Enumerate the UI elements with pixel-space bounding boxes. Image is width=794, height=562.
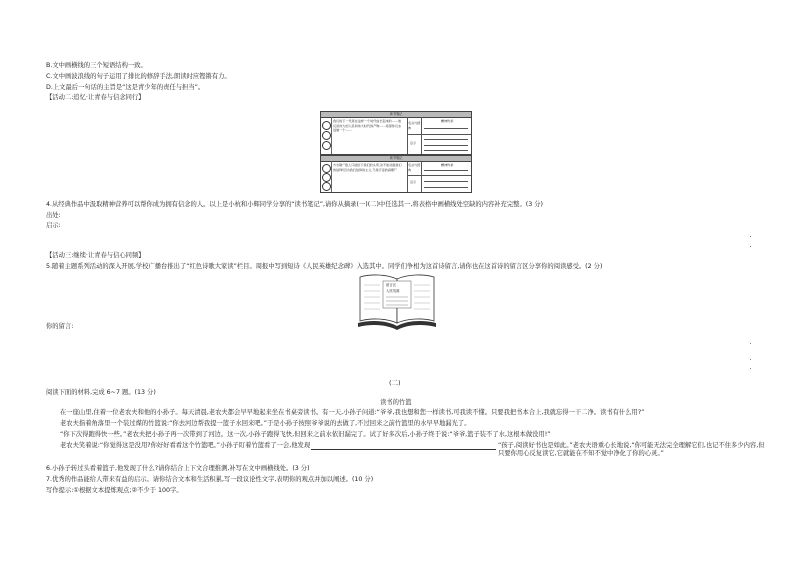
divider — [421, 117, 422, 154]
book-illustration — [356, 271, 438, 331]
story-paragraph-3: “你下次得跑得快一些。”老农夫把小孙子再一次带到了河边。这一次,小孙子跑得飞快,但回来之前水依旧漏完了。试了好多次后,小孙子终于说:“爷爷,篮子装不了水,这根本做没用!” — [60, 431, 551, 438]
scroll-decoration — [321, 161, 332, 192]
book-label: 留言区 — [386, 283, 397, 287]
circle-icon — [322, 173, 331, 182]
reading-note-1 — [320, 111, 472, 155]
margin-dot — [750, 359, 751, 360]
column-header: 精神传承 — [441, 163, 454, 167]
reading-note-2 — [320, 155, 472, 193]
answer-line[interactable] — [424, 145, 468, 146]
margin-dot — [750, 246, 751, 247]
answer-label-message: 你的留言: — [46, 323, 74, 330]
answer-blank[interactable] — [311, 449, 496, 450]
circle-icon — [322, 141, 331, 150]
answer-line[interactable] — [424, 139, 468, 140]
scroll-decoration — [321, 117, 332, 154]
option-b: B.文中画横线的三个短语结构一致。 — [46, 62, 147, 69]
circle-icon — [322, 182, 331, 191]
story-paragraph-2: 老农夫指着角落里一个装过煤的竹篮说:“你去河边帮我提一篮子水回来吧。”于是小孙子按照爷爷说的去做了,不过回来之前竹篮里的水早早地漏光了。 — [60, 420, 471, 427]
divider — [407, 134, 471, 135]
writing-hint: 写作提示:①根据文本提炼观点;②不少于 100字。 — [46, 487, 183, 494]
reading-note-text: 方志敏:“敌人只能砍下我们的头颅,决不能动摇我们的信仰!因为我们信仰的主义,乃是宇宙的真理!” — [333, 163, 402, 172]
story-paragraph-4b: “孩子,阅读好书也是如此。”老农夫语重心长地说,“你可能无法完全理解它们,也记不住多少内容,但只要你用心反复读它,它就能在不知不觉中净化了你的心灵。” — [498, 442, 765, 457]
margin-dot — [750, 368, 751, 369]
story-paragraph-1: 在一座山里,住着一位老农夫和他的小孙子。每天清晨,老农夫都会早早地起来坐在书桌旁读书。有一天,小孙子问道:“爷爷,我也想和您一样读书,可我读不懂。只要我把书本合上,我就忘得一干二净。读书有什么用?” — [60, 409, 645, 416]
circle-icon — [322, 131, 331, 140]
column-label: 名言与经典 — [408, 163, 421, 172]
answer-line[interactable] — [424, 187, 468, 188]
option-d: D.上文最后一句话的主旨是“这是青少年的责任与担当”。 — [46, 84, 205, 91]
column-label: 名言与经典 — [408, 121, 421, 130]
question-6: 6.小孙子转过头看着篮子,他发现了什么?请你结合上下文合理推测,补写在文中画横线处。(3 分) — [46, 465, 310, 472]
column-label: 启示 — [410, 180, 417, 184]
answer-label-insight: 启示: — [46, 222, 61, 229]
reading-note-title: 读书笔记 — [321, 156, 471, 162]
divider — [407, 175, 471, 176]
story-paragraph-4a: 老农夫笑着说:“你觉得这是没用?你好好看看这个竹篮吧。”小孙子盯着竹篮看了一会,他发现 — [60, 442, 311, 449]
margin-dot — [750, 236, 751, 237]
column-label: 启示 — [410, 141, 417, 145]
open-book-icon — [356, 271, 438, 331]
section-heading: (二) — [389, 379, 401, 387]
activity-3-heading: 【活动三:继续·让青春与信心同频】 — [46, 252, 145, 259]
column-header: 精神传承 — [441, 119, 454, 123]
reading-intro: 阅读下面的材料,完成 6~7 题。(13 分) — [46, 389, 156, 396]
circle-icon — [322, 164, 331, 173]
book-label: 人民英雄 — [386, 289, 400, 293]
margin-dot — [750, 343, 751, 344]
circle-icon — [322, 121, 331, 130]
answer-line[interactable] — [424, 150, 468, 151]
question-7: 7.优秀的作品能给人带来有益的启示。请你结合文本和生活积累,写一段议论性文字,表明你的观点并加以阐述。(10 分) — [46, 476, 374, 483]
option-c: C.文中画波浪线的句子运用了排比的修辞手法,朗读时应铿锵有力。 — [46, 73, 231, 80]
answer-line[interactable] — [424, 128, 468, 129]
divider — [421, 161, 422, 192]
question-4: 4.从经典作品中汲取精神营养可以帮你成为拥有信念的人。以上是小杭和小辉同学分享的“读书笔记”,请你从摘录(一)(二)中任选其一,将表格中画横线处空缺的内容补充完整。(3 分) — [46, 201, 543, 208]
answer-label-source: 出处: — [46, 212, 61, 219]
story-title: 读书的竹篮 — [380, 399, 412, 406]
question-5: 5.随着主题系列活动的深入开展,学校广播台推出了“红色诗歌大家读”栏目。周报中写到短诗《人民英雄纪念碑》入选其中。同学们争相为这首诗留言,请你也在这首诗的留言区分享你的阅读感受。(2 分) — [46, 263, 603, 270]
activity-2-heading: 【活动二:追忆·让青春与信念同行】 — [46, 94, 145, 101]
reading-note-title: 读书笔记 — [321, 112, 471, 118]
answer-line[interactable] — [424, 181, 468, 182]
answer-line[interactable] — [424, 170, 468, 171]
reading-note-text: 我们的下一代是在这样一个时代成长起来的……他们是伟大的人民和伟大时代的产物……希望你们永远做一个…… — [333, 119, 402, 133]
